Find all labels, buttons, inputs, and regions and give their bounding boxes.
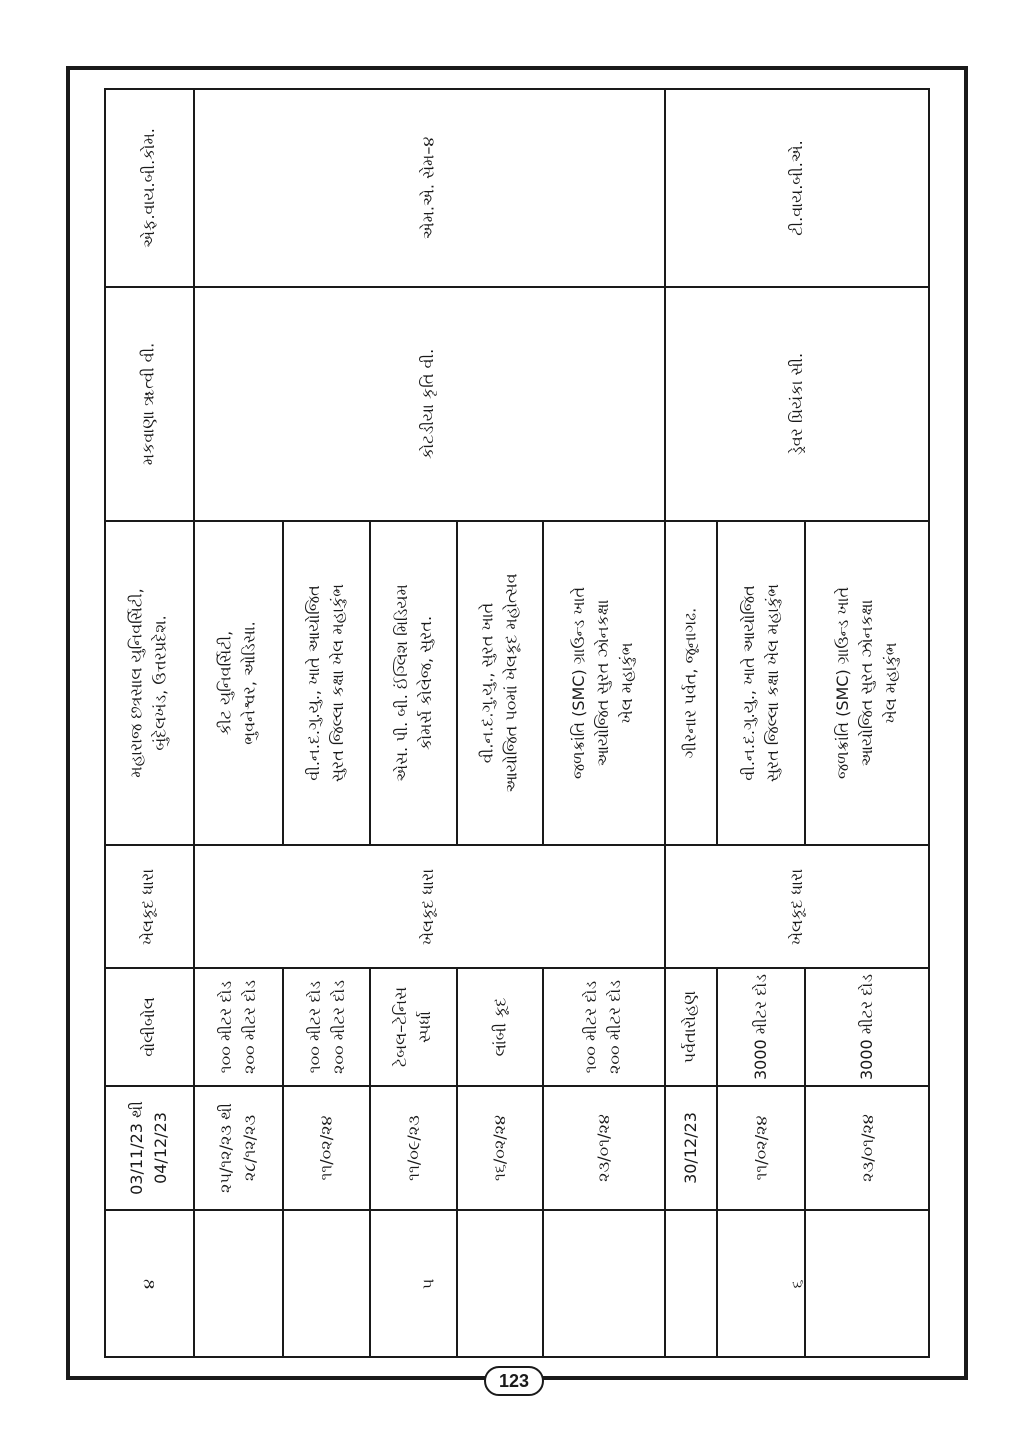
sport-cell-text: ૧૦૦ મીટર દોડ ૨૦૦ મીટર દોડ (581, 979, 625, 1075)
date-cell (543, 1086, 664, 1210)
date-cell (717, 1086, 805, 1210)
date-cell (104, 1086, 193, 1210)
sport-cell (457, 968, 543, 1086)
sport-cell-text: પર્વતારોહણ (680, 990, 700, 1064)
date-cell-text: ૨૫/૧૨/૨૩ થી ૨૮/૧૨/૨૩ (216, 1103, 259, 1193)
date-cell (805, 1086, 930, 1210)
student-name-cell (193, 287, 664, 521)
serial-cell-text: ૪ (138, 1279, 158, 1289)
venue-cell-text: વી.ન.દ.ગુ.યુ., ખાતે આયોજિત સુરત જિલ્લા કક્ષા ખેલ મહાકુંભ (304, 583, 348, 783)
course-cell (664, 88, 930, 287)
venue-cell (805, 521, 930, 845)
venue-cell-text: વી.ન.દ.ગુ.યુ., સુરત ખાતે આયોજિત ૫૦માં ખેલકૂદ મહોત્સવ (478, 573, 521, 793)
venue-cell-text: જળક્રાંતિ (SMC) ગ્રાઉન્ડ ખાતે આયોજિત સુરત ઝોનકક્ષા ખેલ મહાકુંભ (569, 586, 637, 780)
venue-cell-text: મહારાજ છત્રસાલ યુનિવર્સિટી, બુંદેલખંડ, ઉત્તરપ્રદેશ. (126, 588, 170, 778)
sport-cell-text: વોલીબોલ (138, 997, 158, 1057)
category-cell (104, 845, 193, 968)
venue-cell-text: એસ. પી. બી. ઈંગ્લિશ મિડિયમ કોમર્સ કોલેજ, સુરત. (391, 584, 435, 782)
date-cell-text: ૨૩/૦૧/૨૪ (857, 1114, 877, 1182)
date-cell-text: ૧૧/૦૨/૨૪ (751, 1115, 770, 1181)
venue-cell-text: ગીરનાર પર્વત, જૂનાગઢ. (680, 607, 700, 759)
student-name-cell-text: મકવાણા ૠત્વી વી. (138, 342, 158, 466)
student-name-cell (664, 287, 930, 521)
venue-cell-text: જળક્રાંતિ (SMC) ગ્રાઉન્ડ ખાતે આયોજિત સુરત ઝોનકક્ષા ખેલ મહાકુંભ (833, 586, 901, 780)
date-cell (664, 1086, 717, 1210)
student-name-cell-text: ડ્રેવર પ્રિયંકા સી. (786, 352, 806, 456)
date-cell (457, 1086, 543, 1210)
sport-cell (370, 968, 457, 1086)
date-cell (193, 1086, 283, 1210)
sport-cell (543, 968, 664, 1086)
course-cell-text: એમ.એ. સેમ–૪ (418, 136, 438, 239)
sport-cell-text: લાંબી કૂદ (490, 997, 509, 1057)
serial-cell-text: ૫ (418, 1278, 438, 1290)
category-cell-text: ખેલકૂદ ધારા (138, 868, 158, 945)
venue-cell (104, 521, 193, 845)
course-cell-text: એફ.વાય.બી.કોમ. (138, 127, 158, 248)
sport-cell (805, 968, 930, 1086)
date-cell-text: ૧૧/૦૨/૨૪ (316, 1115, 336, 1181)
course-cell-text: ટી.વાય.બી.એ. (787, 139, 806, 236)
venue-cell (717, 521, 805, 845)
category-cell-text: ખેલકૂદ ધારા (418, 868, 438, 945)
sport-cell-text: 3000 મીટર દોડ (857, 973, 877, 1081)
serial-cell-text: ૬ (787, 1279, 806, 1289)
course-cell (104, 88, 193, 287)
category-cell (193, 845, 664, 968)
sport-cell (193, 968, 283, 1086)
venue-cell-text: કીટ યુનિવર્સિટી, ભુવનેશ્વર, ઓડિસા. (216, 621, 260, 745)
sport-cell-text: ટેબલ–ટેનિસ સ્પર્ધા (391, 986, 435, 1068)
serial-cell (193, 1210, 664, 1358)
date-cell-text: 30/12/23 (680, 1112, 700, 1184)
student-name-cell-text: કોટડીયા કૃતિ વી. (418, 348, 438, 460)
sport-cell (283, 968, 370, 1086)
venue-cell (193, 521, 283, 845)
sport-cell-text: 3000 મીટર દોડ (751, 973, 771, 1081)
venue-cell (283, 521, 370, 845)
venue-cell (370, 521, 457, 845)
page-number: 123 (484, 1366, 544, 1396)
category-cell-text: ખેલકૂદ ધારા (786, 868, 806, 945)
date-cell (370, 1086, 457, 1210)
date-cell-text: ૧૧/૦૯/૨૩ (403, 1115, 423, 1181)
venue-cell (457, 521, 543, 845)
category-cell (664, 845, 930, 968)
sport-cell (664, 968, 717, 1086)
date-cell (283, 1086, 370, 1210)
venue-cell-text: વી.ન.દ.ગુ.યુ., ખાતે આયોજિત સુરત જિલ્લા કક્ષા ખેલ મહાકુંભ (739, 583, 783, 783)
date-cell-text: 03/11/23 થી 04/12/23 (126, 1101, 170, 1195)
venue-cell (664, 521, 717, 845)
student-name-cell (104, 287, 193, 521)
sport-cell (717, 968, 805, 1086)
serial-cell (664, 1210, 930, 1358)
venue-cell (543, 521, 664, 845)
date-cell-text: ૨૩/૦૧/૨૪ (593, 1114, 613, 1182)
sport-cell-text: ૧૦૦ મીટર દોડ ૨૦૦ મીટર દોડ (304, 979, 348, 1075)
date-cell-text: ૧૬/૦૨/૨૪ (489, 1115, 509, 1181)
serial-cell (104, 1210, 193, 1358)
sport-cell-text: ૧૦૦ મીટર દોડ ૨૦૦ મીટર દોડ (216, 979, 260, 1075)
sport-cell (104, 968, 193, 1086)
course-cell (193, 88, 664, 287)
